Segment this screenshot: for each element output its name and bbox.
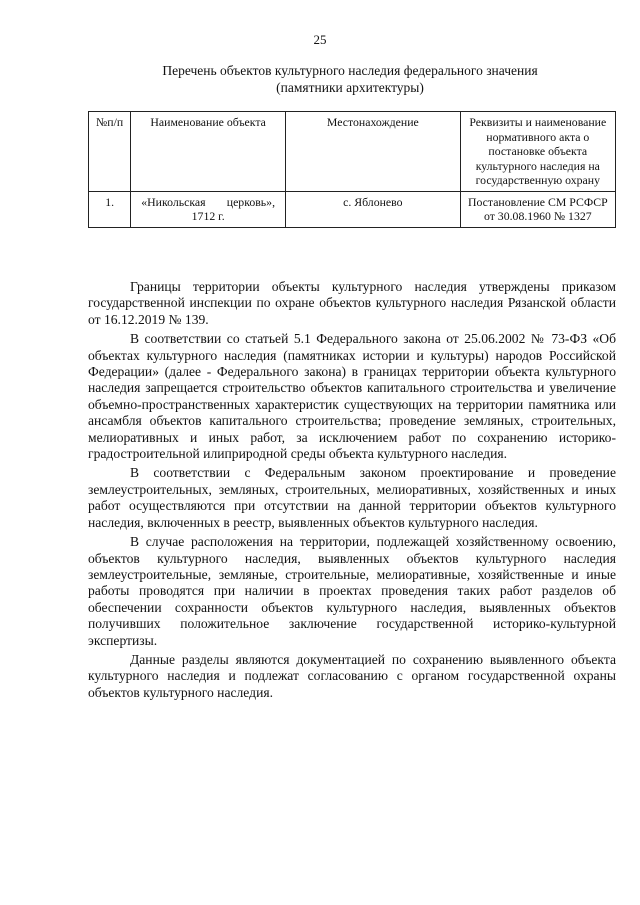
header-location: Местонахождение — [286, 112, 461, 192]
paragraph-documentation: Данные разделы являются документацией по сохранению выявленного объекта культурного наследия и подлежат согласованию с органом государственной охраны объектов культурного наследия. — [88, 651, 616, 700]
table-row — [89, 191, 616, 227]
row-requisites: Постановление СМ РСФСР от 30.08.1960 № 1327 — [460, 191, 615, 227]
page-number: 25 — [313, 32, 327, 47]
document-title — [90, 62, 610, 96]
row-location: с. Яблонево — [286, 191, 461, 227]
paragraph-federal-law: В соответствии со статьей 5.1 Федерального закона от 25.06.2002 № 73-ФЗ «Об объектах культурного наследия (памятниках истории и культуры) народов Российской Федерации» (далее - Федерального закона) в границах территории объекта культурного наследия запрещается строительство объектов капитального строительства и увеличение объемно-пространственных характеристик существующих на территории памятника или ансамбля объектов капитального строительства; проведение земляных, строительных, мелиоративных и иных работ, за исключением работ по сохранению историко-градостроительной илиприродной среды объекта культурного наследия. — [88, 331, 616, 462]
body-text — [88, 279, 616, 701]
paragraph-boundaries: Границы территории объекты культурного наследия утверждены приказом государственной инспекции по охране объектов культурного наследия Рязанской области от 16.12.2019 № 139. — [88, 279, 616, 327]
heritage-objects-table — [88, 111, 616, 228]
row-number: 1. — [89, 191, 131, 227]
header-requisites: Реквизиты и наименование нормативного акта о постановке объекта культурного наследия на государственную охрану — [460, 112, 615, 192]
title-line-1: Перечень объектов культурного наследия федерального значения — [162, 63, 538, 78]
table-header-row — [89, 112, 616, 192]
header-number: №п/п — [89, 112, 131, 192]
paragraph-economic-development: В случае расположения на территории, подлежащей хозяйственному освоению, объектов культурного наследия, выявленных объектов культурного наследия землеустроительные, земляные, строительные, мелиоративные, хозяйственные и иные работы проводятся при наличии в проектах проведения таких работ разделов об обеспечении сохранности объектов культурного наследия, выявленных объектов получивших положительное заключение государственной историко-культурной экспертизы. — [88, 534, 616, 648]
row-object-name: «Никольская церковь», 1712 г. — [131, 191, 286, 227]
header-object-name: Наименование объекта — [131, 112, 286, 192]
title-line-2: (памятники архитектуры) — [276, 80, 424, 95]
paragraph-works-conditions: В соответствии с Федеральным законом проектирование и проведение землеустроительных, земляных, строительных, мелиоративных, хозяйственных и иных работ осуществляются при отсутствии на данной территории объектов культурного наследия, включенных в реестр, выявленных объектов культурного наследия. — [88, 465, 616, 530]
